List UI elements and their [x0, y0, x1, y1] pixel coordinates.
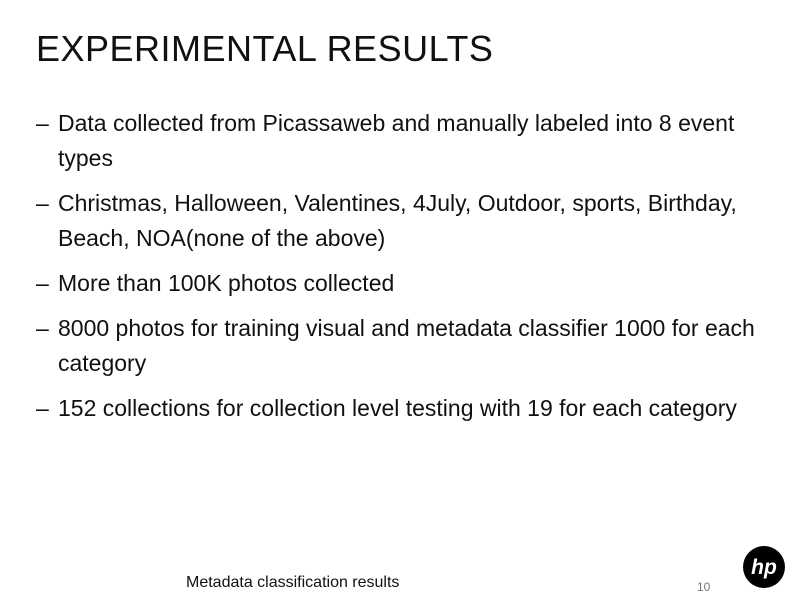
- hp-logo-icon: [742, 545, 786, 589]
- bullet-dash: –: [36, 315, 49, 341]
- bullet-dash: –: [36, 270, 49, 296]
- hp-logo-text: hp: [751, 556, 777, 579]
- bullet-text: 8000 photos for training visual and metadata classifier 1000 for each category: [58, 315, 755, 376]
- bullet-item: [36, 266, 776, 301]
- bullet-item: [36, 106, 776, 176]
- bullet-dash: –: [36, 110, 49, 136]
- bullet-text: Data collected from Picassaweb and manually labeled into 8 event types: [58, 110, 735, 171]
- page-number: 10: [697, 580, 711, 594]
- bullet-dash: –: [36, 395, 49, 421]
- bullet-dash: –: [36, 190, 49, 216]
- bullet-list: [36, 106, 776, 436]
- slide-title: EXPERIMENTAL RESULTS: [36, 28, 494, 69]
- footer-caption: Metadata classification results: [186, 574, 400, 591]
- bullet-item: [36, 186, 776, 256]
- bullet-text: Christmas, Halloween, Valentines, 4July, Outdoor, sports, Birthday, Beach, NOA(none of the above): [58, 190, 737, 251]
- bullet-text: 152 collections for collection level testing with 19 for each category: [58, 395, 737, 421]
- bullet-item: [36, 311, 776, 381]
- bullet-text: More than 100K photos collected: [58, 270, 395, 296]
- bullet-item: [36, 391, 776, 426]
